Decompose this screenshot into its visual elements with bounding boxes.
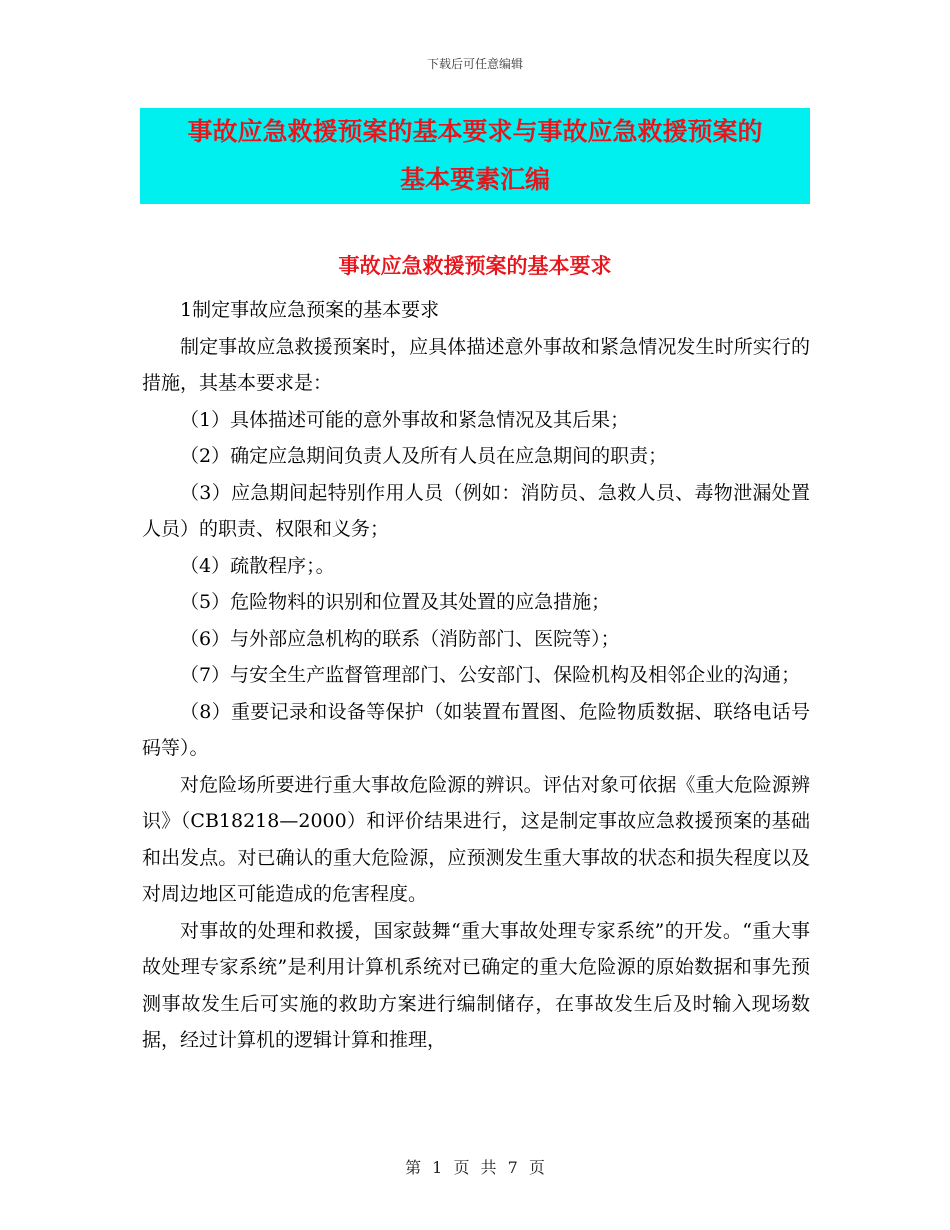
list-item: （8）重要记录和设备等保护（如装置布置图、危险物质数据、联络电话号码等）。 <box>142 700 810 759</box>
list-item: （3）应急期间起特别作用人员（例如：消防员、急救人员、毒物泄漏处置人员）的职责、权限和义务； <box>142 481 810 540</box>
list-item: （7）与安全生产监督管理部门、公安部门、保险机构及相邻企业的沟通； <box>180 664 801 686</box>
title-line-1: 事故应急救援预案的基本要求与事故应急救援预案的 <box>187 117 763 146</box>
list-item: （6）与外部应急机构的联系（消防部门、医院等）； <box>180 627 620 650</box>
list-item: （4）疏散程序；。 <box>180 554 335 577</box>
paragraph: 对事故的处理和救援，国家鼓舞“重大事故处理专家系统”的开发。“重大事故处理专家系统”是利用计算机系统对已确定的重大危险源的原始数据和事先预测事故发生后可实施的救助方案进行编制储存，在事故发生后及时输入现场数据，经过计算机的逻辑计算和推理， <box>142 919 810 1051</box>
paragraph: 制定事故应急救援预案时，应具体描述意外事故和紧急情况发生时所实行的措施，其基本要求是： <box>142 335 810 394</box>
list-item: （2）确定应急期间负责人及所有人员在应急期间的职责； <box>180 445 668 467</box>
header-note: 下载后可任意编辑 <box>426 57 523 71</box>
paragraph: 1制定事故应急预案的基本要求 <box>180 299 440 321</box>
list-item: （1）具体描述可能的意外事故和紧急情况及其后果； <box>180 408 630 431</box>
page-number: 第 1 页 共 7 页 <box>405 1158 545 1177</box>
list-item: （5）危险物料的识别和位置及其处置的应急措施； <box>180 591 611 613</box>
section-heading: 事故应急救援预案的基本要求 <box>338 254 612 278</box>
document-title <box>140 108 810 204</box>
paragraph: 对危险场所要进行重大事故危险源的辨识。评估对象可依据《重大危险源辨识》（CB18218—2000）和评价结果进行，这是制定事故应急救援预案的基础和出发点。对已确认的重大危险源，应预测发生重大事故的状态和损失程度以及对周边地区可能造成的危害程度。 <box>142 773 810 905</box>
document-body <box>142 292 810 1059</box>
title-line-2: 基本要素汇编 <box>399 165 550 194</box>
